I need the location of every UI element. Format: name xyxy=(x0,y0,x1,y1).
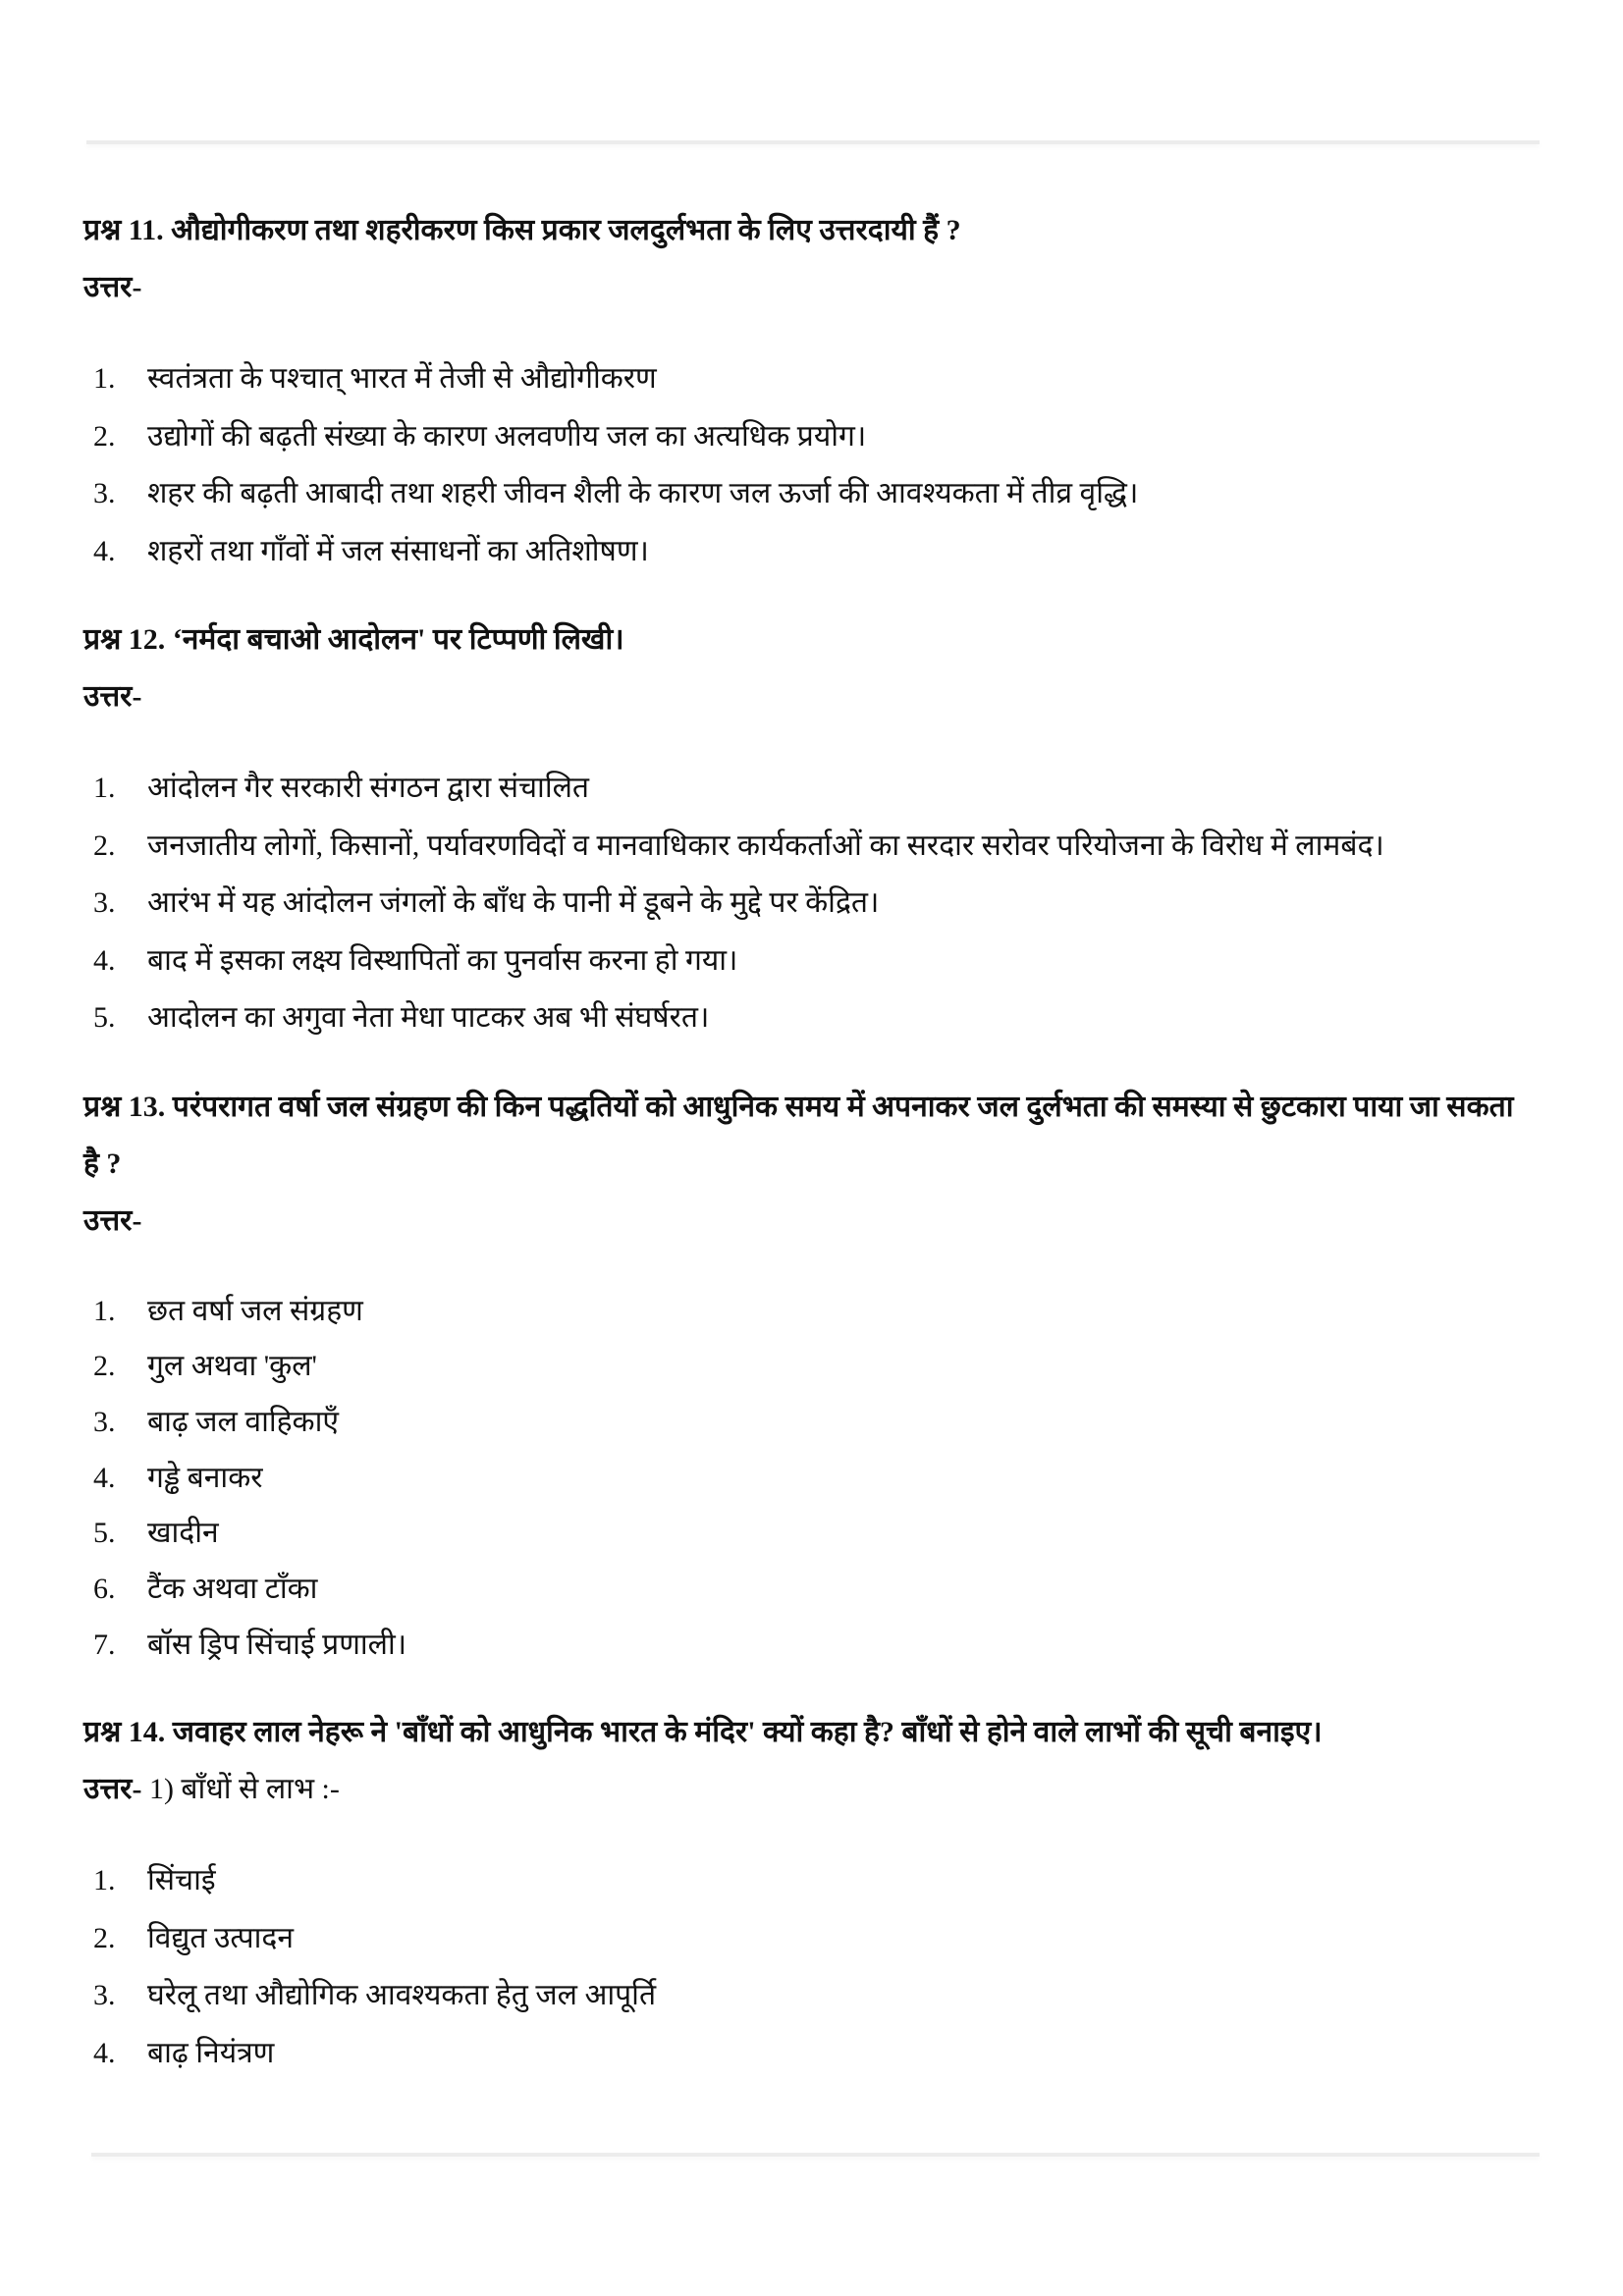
item-text: आदोलन का अगुवा नेता मेधा पाटकर अब भी संघर्षरत। xyxy=(147,1001,710,1034)
list-item xyxy=(83,933,1517,990)
item-number: 5. xyxy=(93,1517,116,1550)
list-item xyxy=(83,523,1517,581)
item-text: आंदोलन गैर सरकारी संगठन द्वारा संचालित xyxy=(147,772,590,804)
item-text: बाढ़ नियंत्रण xyxy=(147,2036,275,2069)
list-item xyxy=(83,1852,1517,1910)
answer-label-text: उत्तर- xyxy=(83,680,142,713)
item-number: 1. xyxy=(93,1864,116,1897)
list-item xyxy=(83,2025,1517,2083)
question-number: प्रश्न 14. xyxy=(83,1716,166,1749)
question-text: जवाहर लाल नेहरू ने 'बाँधों को आधुनिक भारत के मंदिर' क्यों कहा है? बाँधों से होने वाले लाभों की सूची बनाइए। xyxy=(172,1716,1323,1749)
item-number: 2. xyxy=(93,1350,116,1383)
list-item xyxy=(83,760,1517,818)
document-content xyxy=(83,202,1517,2113)
item-text: आरंभ में यह आंदोलन जंगलों के बाँध के पानी में डूबने के मुद्दे पर केंद्रित। xyxy=(147,886,880,919)
item-text: टैंक अथवा टाँका xyxy=(147,1573,318,1606)
list-item xyxy=(83,1562,1517,1618)
list-item xyxy=(83,465,1517,523)
bottom-separator xyxy=(91,2153,1540,2157)
answer-subheading: 1) बाँधों से लाभ :- xyxy=(141,1773,340,1806)
item-text: गड्ढे बनाकर xyxy=(147,1461,263,1494)
question-text: औद्योगीकरण तथा शहरीकरण किस प्रकार जलदुर्लभता के लिए उत्तरदायी हैं ? xyxy=(171,214,961,246)
list-item xyxy=(83,350,1517,408)
answer-label-text: उत्तर- xyxy=(83,1773,142,1806)
question-text: परंपरागत वर्षा जल संग्रहण की किन पद्धतियों को आधुनिक समय में अपनाकर जल दुर्लभता की समस्या से छुटकारा पाया जा सकता है ? xyxy=(83,1090,1514,1180)
item-number: 4. xyxy=(93,2036,116,2069)
answer-label-text: उत्तर- xyxy=(83,271,142,303)
item-number: 2. xyxy=(93,828,116,862)
question-title xyxy=(83,1704,1517,1761)
item-text: बॉस ड्रिप सिंचाई प्रणाली। xyxy=(147,1628,407,1661)
list-item xyxy=(83,989,1517,1047)
list-item xyxy=(83,818,1517,876)
question-text: ‘नर्मदा बचाओ आदोलन' पर टिप्पणी लिखी। xyxy=(172,623,624,656)
list-item xyxy=(83,1395,1517,1451)
question-number: प्रश्न 11. xyxy=(83,214,164,246)
item-number: 5. xyxy=(93,1001,116,1034)
list-item xyxy=(83,1284,1517,1340)
answer-label xyxy=(83,1761,1517,1818)
list-item xyxy=(83,1451,1517,1507)
answer-list xyxy=(83,350,1517,580)
top-separator xyxy=(86,140,1540,144)
item-number: 3. xyxy=(93,1979,116,2012)
list-item xyxy=(83,1967,1517,2025)
item-text: घरेलू तथा औद्योगिक आवश्यकता हेतु जल आपूर्ति xyxy=(147,1979,657,2012)
question-title xyxy=(83,612,1517,668)
item-number: 4. xyxy=(93,1461,116,1494)
item-text: स्वतंत्रता के पश्चात् भारत में तेजी से औद्योगीकरण xyxy=(147,362,657,395)
answer-label xyxy=(83,1193,1517,1250)
item-text: जनजातीय लोगों, किसानों, पर्यावरणविदों व मानवाधिकार कार्यकर्ताओं का सरदार सरोवर परियोजना के विरोध में लामबंद। xyxy=(147,828,1384,862)
list-item xyxy=(83,408,1517,466)
question-number: प्रश्न 12. xyxy=(83,623,166,656)
question-number: प्रश्न 13. xyxy=(83,1090,166,1123)
item-text: शहरों तथा गाँवों में जल संसाधनों का अतिशोषण। xyxy=(147,534,649,567)
item-text: बाद में इसका लक्ष्य विस्थापितों का पुनर्वास करना हो गया। xyxy=(147,943,738,977)
item-text: विद्युत उत्पादन xyxy=(147,1921,294,1954)
item-number: 2. xyxy=(93,1921,116,1954)
item-number: 3. xyxy=(93,886,116,919)
list-item xyxy=(83,1618,1517,1674)
question-title xyxy=(83,202,1517,259)
item-number: 4. xyxy=(93,534,116,567)
answer-label-text: उत्तर- xyxy=(83,1203,142,1237)
item-text: खादीन xyxy=(147,1517,219,1550)
item-number: 3. xyxy=(93,477,116,509)
question-13 xyxy=(83,1079,1517,1674)
question-14 xyxy=(83,1704,1517,2082)
item-number: 4. xyxy=(93,943,116,977)
item-number: 3. xyxy=(93,1405,116,1438)
item-text: छत वर्षा जल संग्रहण xyxy=(147,1294,363,1327)
question-12 xyxy=(83,612,1517,1047)
answer-list xyxy=(83,1852,1517,2082)
item-text: बाढ़ जल वाहिकाएँ xyxy=(147,1405,339,1438)
item-number: 6. xyxy=(93,1573,116,1606)
answer-label xyxy=(83,668,1517,725)
item-number: 1. xyxy=(93,362,116,395)
item-number: 2. xyxy=(93,419,116,453)
list-item xyxy=(83,1910,1517,1968)
item-text: शहर की बढ़ती आबादी तथा शहरी जीवन शैली के कारण जल ऊर्जा की आवश्यकता में तीव्र वृद्धि। xyxy=(147,477,1139,509)
item-number: 1. xyxy=(93,1294,116,1327)
item-text: उद्योगों की बढ़ती संख्या के कारण अलवणीय जल का अत्यधिक प्रयोग। xyxy=(147,419,867,453)
item-number: 7. xyxy=(93,1628,116,1661)
item-text: गुल अथवा 'कुल' xyxy=(147,1350,317,1383)
answer-list xyxy=(83,760,1517,1047)
list-item xyxy=(83,1506,1517,1562)
item-number: 1. xyxy=(93,772,116,804)
list-item xyxy=(83,875,1517,933)
list-item xyxy=(83,1339,1517,1395)
answer-label xyxy=(83,259,1517,316)
question-title xyxy=(83,1079,1517,1193)
item-text: सिंचाई xyxy=(147,1864,216,1897)
answer-list xyxy=(83,1284,1517,1674)
question-11 xyxy=(83,202,1517,580)
